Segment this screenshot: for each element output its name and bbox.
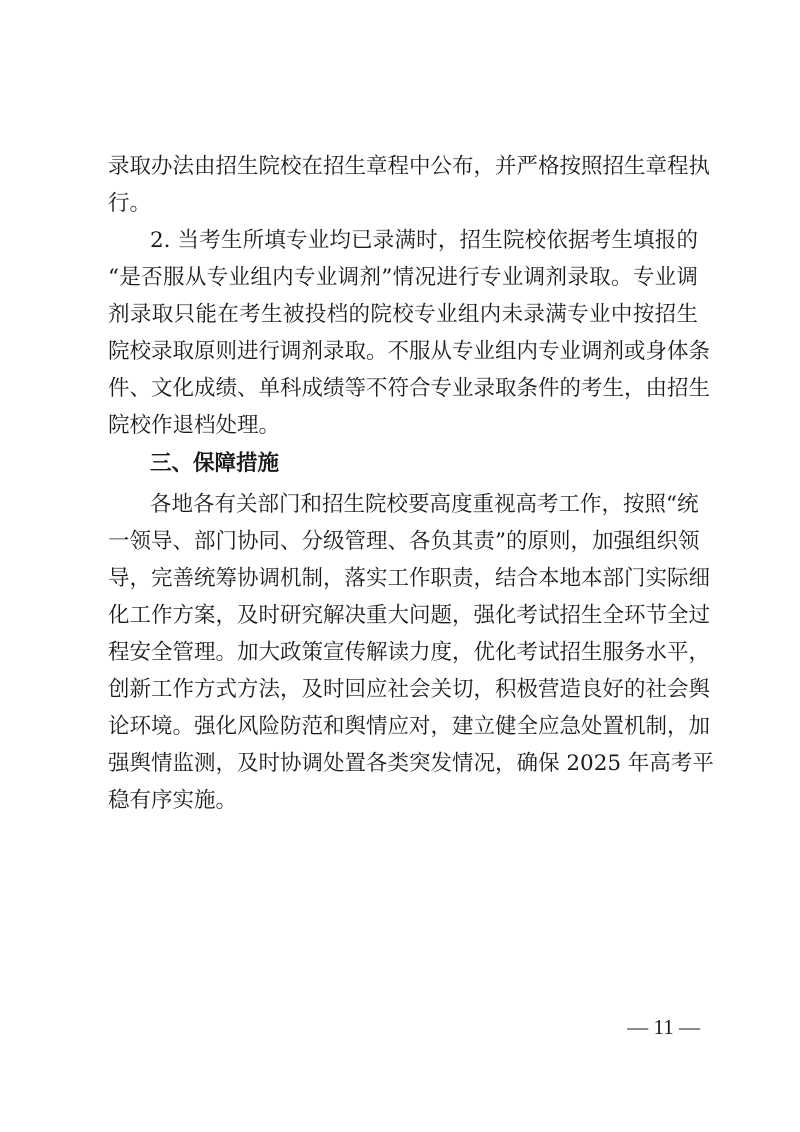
text-line: 导，完善统筹协调机制，落实工作职责，结合本地本部门实际细 <box>108 566 711 591</box>
text-line: 稳有序实施。 <box>108 788 238 813</box>
text-line: 剂录取只能在考生被投档的院校专业组内未录满专业中按招生 <box>108 302 698 327</box>
text-line: 院校录取原则进行调剂录取。不服从专业组内专业调剂或身体条 <box>108 339 711 364</box>
text-line: 化工作方案，及时研究解决重大问题，强化考试招生全环节全过 <box>108 603 711 628</box>
page-number: — 11 — <box>627 1015 700 1039</box>
text-line: 各地各有关部门和招生院校要高度重视高考工作，按照“统 <box>150 492 699 517</box>
text-line: 录取办法由招生院校在招生章程中公布，并严格按照招生章程执 <box>108 154 711 179</box>
text-line: 件、文化成绩、单科成绩等不符合专业录取条件的考生，由招生 <box>108 376 711 401</box>
text-line: 强舆情监测，及时协调处置各类突发情况，确保 2025 年高考平 <box>108 751 714 776</box>
text-line: 一领导、部门协同、分级管理、各负其责”的原则，加强组织领 <box>108 529 700 554</box>
text-line: 院校作退档处理。 <box>108 413 281 438</box>
text-line: 论环境。强化风险防范和舆情应对，建立健全应急处置机制，加 <box>108 714 711 739</box>
text-line: 创新工作方式方法，及时回应社会关切，积极营造良好的社会舆 <box>108 677 711 702</box>
text-line: “是否服从专业组内专业调剂”情况进行专业调剂录取。专业调 <box>108 265 698 290</box>
section-heading: 三、保障措施 <box>150 451 280 476</box>
text-line: 程安全管理。加大政策宣传解读力度，优化考试招生服务水平， <box>108 640 711 665</box>
text-line: 行。 <box>108 191 152 216</box>
text-line: 2. 当考生所填专业均已录满时，招生院校依据考生填报的 <box>150 228 698 253</box>
